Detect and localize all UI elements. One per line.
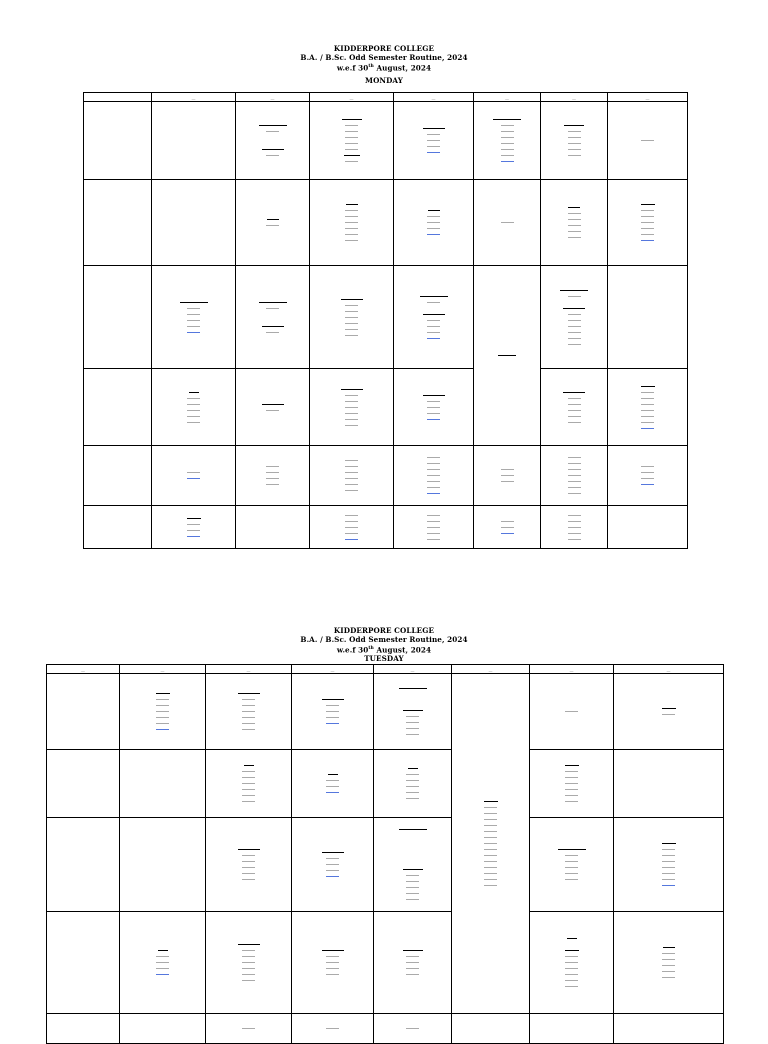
table-cell: [152, 369, 236, 446]
table-row: [84, 446, 688, 506]
table-cell: [394, 102, 474, 180]
table-cell: [394, 446, 474, 506]
table-cell: [530, 674, 614, 750]
table-header-row: [47, 665, 724, 674]
table-cell: [474, 266, 541, 446]
table-cell: [206, 674, 292, 750]
table-cell: [120, 818, 206, 912]
table-cell: [614, 674, 724, 750]
table-row: [47, 1014, 724, 1044]
table-cell: [236, 506, 310, 549]
table-cell: [84, 369, 152, 446]
table-cell: [614, 818, 724, 912]
table-row: [47, 912, 724, 1014]
header-cell: [84, 93, 152, 102]
day-label-monday: MONDAY: [365, 76, 403, 86]
table-cell: [374, 750, 452, 818]
table-cell: [310, 180, 394, 266]
college-name: KIDDERPORE COLLEGE: [333, 626, 435, 635]
table-cell: [292, 912, 374, 1014]
tuesday-heading: [0, 626, 768, 663]
header-cell: —: [374, 665, 452, 674]
table-cell: [310, 369, 394, 446]
table-cell: [236, 369, 310, 446]
table-cell: [541, 102, 608, 180]
header-cell: —: [120, 665, 206, 674]
table-cell: [474, 446, 541, 506]
monday-routine-table: [83, 92, 688, 549]
table-cell: [292, 674, 374, 750]
table-cell: [120, 750, 206, 818]
table-header-row: [84, 93, 688, 102]
header-cell: —: [541, 93, 608, 102]
table-cell: [608, 102, 688, 180]
table-cell: [206, 912, 292, 1014]
table-cell: [608, 266, 688, 369]
table-row: [84, 266, 688, 369]
table-row: [84, 102, 688, 180]
college-name: KIDDERPORE COLLEGE: [333, 44, 435, 53]
table-cell: [47, 1014, 120, 1044]
table-cell: [206, 818, 292, 912]
table-cell: [84, 266, 152, 369]
table-cell: [452, 1014, 530, 1044]
table-cell: [310, 266, 394, 369]
table-cell: [394, 506, 474, 549]
table-cell: [236, 180, 310, 266]
table-row: [47, 674, 724, 750]
table-cell: [206, 1014, 292, 1044]
table-cell: [530, 1014, 614, 1044]
table-cell: [374, 674, 452, 750]
table-cell: [206, 750, 292, 818]
header-cell: —: [608, 93, 688, 102]
table-cell: [152, 506, 236, 549]
table-cell: [47, 674, 120, 750]
header-cell: —: [452, 665, 530, 674]
header-cell: —: [152, 93, 236, 102]
header-cell: —: [292, 665, 374, 674]
table-cell: [292, 818, 374, 912]
table-cell: [614, 1014, 724, 1044]
table-cell: [374, 912, 452, 1014]
table-cell: [541, 369, 608, 446]
header-cell: —: [310, 93, 394, 102]
table-cell: [236, 102, 310, 180]
table-cell: [541, 446, 608, 506]
tuesday-routine-table: [46, 664, 724, 1044]
table-row: [47, 750, 724, 818]
header-cell: —: [394, 93, 474, 102]
table-cell: [541, 180, 608, 266]
table-cell: [394, 266, 474, 369]
table-cell: [394, 180, 474, 266]
table-cell: [120, 912, 206, 1014]
table-cell: [47, 912, 120, 1014]
table-row: [84, 369, 688, 446]
table-cell: [530, 912, 614, 1014]
table-cell: [614, 912, 724, 1014]
table-cell: [236, 266, 310, 369]
table-cell: [374, 1014, 452, 1044]
table-cell: [530, 750, 614, 818]
table-cell: [292, 750, 374, 818]
table-row: [84, 180, 688, 266]
table-cell: [530, 818, 614, 912]
table-cell: [152, 180, 236, 266]
table-cell: [474, 180, 541, 266]
table-cell: [394, 369, 474, 446]
table-cell: [84, 102, 152, 180]
table-cell: [374, 818, 452, 912]
table-cell: [608, 369, 688, 446]
table-cell: [120, 674, 206, 750]
monday-heading: [0, 44, 768, 85]
table-cell: [310, 102, 394, 180]
table-cell: [236, 446, 310, 506]
day-label-tuesday: TUESDAY: [364, 654, 404, 664]
header-cell: —: [206, 665, 292, 674]
table-cell: [47, 750, 120, 818]
table-cell: [541, 266, 608, 369]
table-cell: [84, 506, 152, 549]
routine-subtitle: B.A. / B.Sc. Odd Semester Routine, 2024: [300, 53, 468, 62]
table-cell: [84, 446, 152, 506]
table-cell: [541, 506, 608, 549]
header-cell: —: [47, 665, 120, 674]
effective-date: w.e.f 30th August, 2024: [336, 645, 432, 655]
header-cell: —: [614, 665, 724, 674]
table-row: [84, 506, 688, 549]
table-cell: [47, 818, 120, 912]
table-cell: [152, 266, 236, 369]
table-cell: [608, 180, 688, 266]
table-row: [47, 818, 724, 912]
header-cell: —: [530, 665, 614, 674]
table-cell: [120, 1014, 206, 1044]
routine-subtitle: B.A. / B.Sc. Odd Semester Routine, 2024: [300, 635, 468, 644]
table-cell: [152, 102, 236, 180]
table-cell: [292, 1014, 374, 1044]
header-cell: —: [236, 93, 310, 102]
table-cell: [474, 102, 541, 180]
header-cell: —: [474, 93, 541, 102]
table-cell: [608, 506, 688, 549]
table-cell: [474, 506, 541, 549]
table-cell: [310, 506, 394, 549]
table-cell: [608, 446, 688, 506]
table-cell: [452, 674, 530, 1014]
table-cell: [310, 446, 394, 506]
table-cell: [614, 750, 724, 818]
table-cell: [152, 446, 236, 506]
effective-date: w.e.f 30th August, 2024: [336, 63, 432, 73]
table-cell: [84, 180, 152, 266]
